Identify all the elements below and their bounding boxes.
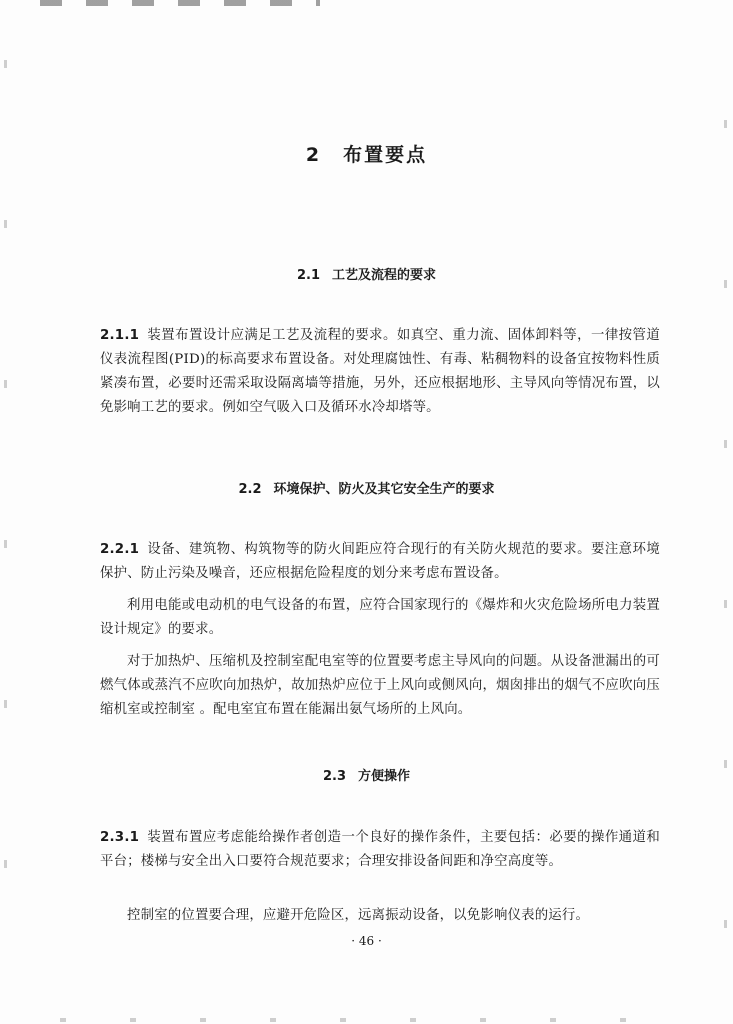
paragraph-text: 装置布置设计应满足工艺及流程的要求。如真空、重力流、固体卸料等，一律按管道仪表流程图(PID)的标高要求布置设备。对处理腐蚀性、有毒、粘稠物料的设备宜按物料性质紧凑布置，必要时还需采取设隔离墙等措施，另外，还应根据地形、主导风向等情况布置，以免影响工艺的要求。例如空气吸入口及循环水冷却塔等。	[100, 328, 660, 415]
paragraph-wind-direction	[100, 650, 660, 722]
paragraph-text: 利用电能或电动机的电气设备的布置，应符合国家现行的《爆炸和火灾危险场所电力装置设计规定》的要求。	[100, 598, 660, 637]
scan-artifact-right-margin	[724, 120, 727, 1020]
section-title: 方便操作	[358, 769, 411, 784]
section-heading-2-2	[0, 478, 733, 497]
chapter-title-text: 布置要点	[343, 144, 428, 166]
paragraph-text: 装置布置应考虑能给操作者创造一个良好的操作条件，主要包括：必要的操作通道和平台；楼梯与安全出入口要符合规范要求；合理安排设备间距和净空高度等。	[100, 830, 660, 869]
chapter-number: 2	[305, 144, 322, 166]
scan-artifact-left-margin	[4, 60, 7, 960]
section-title: 工艺及流程的要求	[332, 268, 437, 283]
paragraph-text: 控制室的位置要合理，应避开危险区，远离振动设备，以免影响仪表的运行。	[127, 908, 590, 923]
scan-artifact-bottom	[60, 1018, 680, 1022]
section-number: 2.2	[238, 482, 262, 497]
section-heading-2-3	[0, 765, 733, 784]
clause-number: 2.2.1	[100, 542, 140, 557]
chapter-title	[0, 140, 733, 167]
paragraph-text: 对于加热炉、压缩机及控制室配电室等的位置要考虑主导风向的问题。从设备泄漏出的可燃气体或蒸汽不应吹向加热炉，故加热炉应位于上风向或侧风向，烟囱排出的烟气不应吹向压缩机室或控制室 。配电室宜布置在能漏出氨气场所的上风向。	[100, 654, 660, 717]
paragraph-2-1-1	[100, 324, 660, 420]
section-title: 环境保护、防火及其它安全生产的要求	[273, 482, 495, 497]
section-heading-2-1	[0, 264, 733, 283]
paragraph-2-3-1	[100, 826, 660, 874]
paragraph-text: 设备、建筑物、构筑物等的防火间距应符合现行的有关防火规范的要求。要注意环境保护、防止污染及噪音，还应根据危险程度的划分来考虑布置设备。	[100, 542, 660, 581]
clause-number: 2.1.1	[100, 328, 140, 343]
clause-number: 2.3.1	[100, 830, 140, 845]
page-number: · 46 ·	[351, 934, 382, 948]
paragraph-electrical-equipment	[100, 594, 660, 642]
scan-artifact-top	[40, 0, 320, 6]
section-number: 2.3	[322, 769, 346, 784]
section-number: 2.1	[296, 268, 320, 283]
paragraph-2-2-1	[100, 538, 660, 586]
paragraph-control-room	[100, 904, 660, 928]
